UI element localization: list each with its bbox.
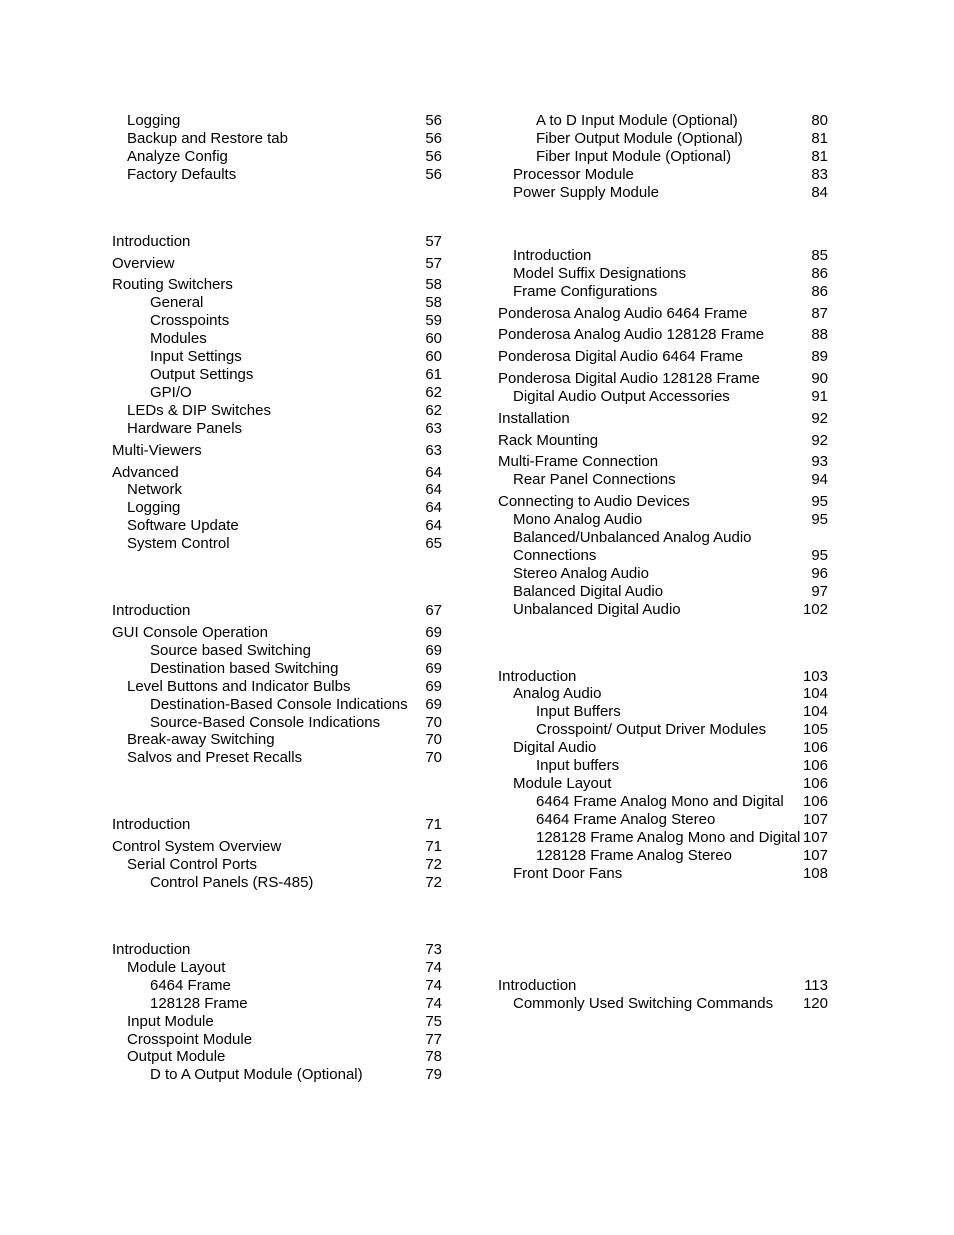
toc-entry-page: 89 [811,348,828,365]
toc-entry-title: Multi-Viewers [112,442,202,459]
toc-entry-title: 6464 Frame Analog Stereo [536,811,716,828]
toc-entry-title: 6464 Frame [150,977,231,994]
toc-entry[interactable] [536,793,828,811]
toc-entry[interactable] [513,529,828,547]
toc-entry[interactable] [536,721,828,739]
toc-entry-title: Factory Defaults [127,166,237,183]
toc-entry-title: Rack Mounting [498,432,599,449]
toc-entry-page: 64 [425,499,442,516]
toc-entry-title: Crosspoint/ Output Driver Modules [536,721,767,738]
toc-entry-title: Module Layout [513,775,612,792]
toc-entry[interactable] [513,995,828,1013]
toc-entry[interactable] [536,811,828,829]
toc-entry-title: D to A Output Module (Optional) [150,1066,363,1083]
toc-entry-page: 81 [811,130,828,147]
toc-entry-title: LEDs & DIP Switches [127,402,271,419]
toc-entry-page: 69 [425,660,442,677]
toc-entry-title: Backup and Restore tab [127,130,288,147]
toc-entry[interactable] [498,348,828,366]
toc-entry-title: Software Update [127,517,239,534]
toc-entry-page: 69 [425,642,442,659]
toc-entry-page: 75 [425,1013,442,1030]
toc-entry-page: 73 [425,941,442,958]
toc-entry-page: 71 [425,838,442,855]
toc-entry-page: 70 [425,714,442,731]
toc-entry-page: 88 [811,326,828,343]
toc-entry[interactable] [513,739,828,757]
toc-entry-title: Control System Overview [112,838,282,855]
toc-entry-title: Modules [150,330,207,347]
toc-entry[interactable] [513,166,828,184]
toc-entry-title: Source-Based Console Indications [150,714,381,731]
toc-entry[interactable] [513,547,828,565]
toc-entry-title: Processor Module [513,166,634,183]
toc-entry-page: 92 [811,432,828,449]
toc-entry-title: Source based Switching [150,642,311,659]
toc-entry-title: GPI/O [150,384,192,401]
toc-entry-title: Analyze Config [127,148,228,165]
toc-entry-title: Connecting to Audio Devices [498,493,690,510]
toc-entry[interactable] [513,283,828,301]
toc-entry-title: 128128 Frame [150,995,248,1012]
toc-entry-page: 60 [425,348,442,365]
toc-entry-title: Ponderosa Analog Audio 128128 Frame [498,326,765,343]
toc-entry-page: 120 [802,995,828,1012]
toc-entry-title: Network [127,481,183,498]
toc-entry-page: 106 [802,739,828,756]
toc-entry-title: Crosspoint Module [127,1031,253,1048]
toc-entry-page: 72 [425,856,442,873]
toc-entry-page: 95 [811,547,828,564]
toc-entry[interactable] [513,685,828,703]
toc-entry[interactable] [498,370,828,388]
toc-entry-page: 65 [425,535,442,552]
toc-entry-title: Crosspoints [150,312,230,329]
toc-entry-page: 102 [802,601,828,618]
toc-entry-page: 56 [425,112,442,129]
toc-entry[interactable] [536,130,828,148]
toc-entry-title: Digital Audio Output Accessories [513,388,730,405]
toc-entry-title: Input Settings [150,348,242,365]
toc-entry-title: Introduction [498,668,577,685]
toc-entry-title: Ponderosa Analog Audio 6464 Frame [498,305,748,322]
toc-entry-page: 58 [425,294,442,311]
toc-entry-title: A to D Input Module (Optional) [536,112,738,129]
toc-entry-title: Control Panels (RS-485) [150,874,314,891]
toc-entry-page: 71 [425,816,442,833]
toc-entry-page: 78 [425,1048,442,1065]
toc-entry-title: Logging [127,499,181,516]
toc-entry-title: Digital Audio [513,739,597,756]
toc-entry-title: Ponderosa Digital Audio 128128 Frame [498,370,760,387]
toc-entry-title: GUI Console Operation [112,624,268,641]
toc-entry-title: Connections [513,547,597,564]
toc-entry-page: 107 [802,847,828,864]
toc-entry[interactable] [513,511,828,529]
toc-entry[interactable] [513,247,828,265]
toc-entry-page: 106 [802,757,828,774]
toc-entry-title: Input buffers [536,757,620,774]
toc-entry-page: 64 [425,517,442,534]
toc-entry[interactable] [513,601,828,619]
toc-entry-title: 128128 Frame Analog Stereo [536,847,732,864]
toc-entry-title: Routing Switchers [112,276,233,293]
toc-entry-title: Model Suffix Designations [513,265,687,282]
toc-entry-page: 61 [425,366,442,383]
toc-entry-page: 62 [425,384,442,401]
toc-entry[interactable] [513,583,828,601]
toc-entry-title: Introduction [513,247,592,264]
toc-entry-title: Input Module [127,1013,214,1030]
toc-entry-title: Installation [498,410,570,427]
toc-entry[interactable] [498,493,828,511]
toc-entry-title: Module Layout [127,959,226,976]
toc-entry-page: 92 [811,410,828,427]
toc-entry[interactable] [498,668,828,686]
toc-entry-title: Output Module [127,1048,226,1065]
toc-entry[interactable] [536,757,828,775]
toc-entry-page: 74 [425,995,442,1012]
toc-entry-page: 107 [802,829,828,846]
toc-entry-page: 57 [425,255,442,272]
toc-entry-page: 70 [425,749,442,766]
toc-entry-title: Introduction [498,977,577,994]
toc-entry-page: 79 [425,1066,442,1083]
toc-entry[interactable] [498,977,828,995]
toc-entry-page: 69 [425,696,442,713]
toc-entry-page: 96 [811,565,828,582]
toc-entry-title: Balanced/Unbalanced Analog Audio [513,529,752,546]
toc-entry-page: 84 [811,184,828,201]
toc-entry-page: 74 [425,959,442,976]
toc-entry-page: 90 [811,370,828,387]
toc-entry-page: 60 [425,330,442,347]
toc-entry-page: 63 [425,420,442,437]
toc-entry-page: 67 [425,602,442,619]
toc-entry[interactable] [536,829,828,847]
toc-entry-page: 56 [425,148,442,165]
toc-entry-page: 85 [811,247,828,264]
toc-entry-title: Hardware Panels [127,420,243,437]
toc-entry-title: Level Buttons and Indicator Bulbs [127,678,351,695]
toc-entry-page: 97 [811,583,828,600]
toc-entry-title: Rear Panel Connections [513,471,676,488]
toc-entry-title: Ponderosa Digital Audio 6464 Frame [498,348,744,365]
toc-entry-page: 56 [425,130,442,147]
toc-entry[interactable] [536,847,828,865]
toc-entry[interactable] [536,112,828,130]
toc-entry[interactable] [536,148,828,166]
toc-entry-page: 95 [811,511,828,528]
toc-entry-title: Destination-Based Console Indications [150,696,408,713]
toc-entry[interactable] [498,305,828,323]
toc-entry[interactable] [513,775,828,793]
toc-entry-page: 59 [425,312,442,329]
toc-entry-title: Commonly Used Switching Commands [513,995,774,1012]
toc-entry-page: 80 [811,112,828,129]
toc-entry-title: Salvos and Preset Recalls [127,749,303,766]
toc-entry-title: System Control [127,535,230,552]
toc-entry-title: Overview [112,255,175,272]
toc-entry-page: 91 [811,388,828,405]
toc-entry[interactable] [513,565,828,583]
toc-entry[interactable] [498,326,828,344]
toc-entry-page: 87 [811,305,828,322]
toc-entry-title: 6464 Frame Analog Mono and Digital [536,793,784,810]
toc-entry-title: Advanced [112,464,179,481]
toc-entry-page: 57 [425,233,442,250]
toc-entry[interactable] [513,184,828,202]
toc-entry-title: Front Door Fans [513,865,623,882]
toc-entry-title: Balanced Digital Audio [513,583,664,600]
toc-entry-page: 69 [425,678,442,695]
toc-entry-title: Logging [127,112,181,129]
toc-entry[interactable] [498,453,828,471]
toc-entry-title: Stereo Analog Audio [513,565,649,582]
toc-entry-title: Introduction [112,233,191,250]
toc-entry-page: 113 [804,977,828,994]
toc-entry-page: 86 [811,283,828,300]
toc-entry-page: 104 [802,703,828,720]
toc-entry-title: Introduction [112,602,191,619]
toc-entry-title: Serial Control Ports [127,856,258,873]
toc-entry[interactable] [498,410,828,428]
toc-entry-page: 108 [802,865,828,882]
toc-entry-title: Output Settings [150,366,254,383]
toc-entry-title: Power Supply Module [513,184,659,201]
toc-entry-page: 74 [425,977,442,994]
toc-entry-title: Break-away Switching [127,731,275,748]
toc-entry-title: Introduction [112,941,191,958]
toc-entry[interactable] [498,432,828,450]
toc-entry-title: General [150,294,204,311]
toc-entry-page: 107 [802,811,828,828]
toc-entry-title: Introduction [112,816,191,833]
toc-entry-page: 103 [802,668,828,685]
toc-entry-title: Frame Configurations [513,283,658,300]
toc-entry-page: 69 [425,624,442,641]
toc-entry[interactable] [513,865,828,883]
toc-entry-page: 70 [425,731,442,748]
toc-entry-page: 64 [425,481,442,498]
toc-entry-page: 77 [425,1031,442,1048]
toc-entry-title: Input Buffers [536,703,621,720]
toc-entry-page: 72 [425,874,442,891]
toc-entry-page: 104 [802,685,828,702]
toc-entry-page: 106 [802,793,828,810]
toc-entry-page: 62 [425,402,442,419]
toc-entry-title: Analog Audio [513,685,602,702]
toc-entry-page: 93 [811,453,828,470]
toc-entry-page: 63 [425,442,442,459]
toc-entry-page: 56 [425,166,442,183]
toc-entry-title: Fiber Input Module (Optional) [536,148,732,165]
toc-entry-page: 94 [811,471,828,488]
toc-entry[interactable] [536,703,828,721]
toc-entry-title: Mono Analog Audio [513,511,643,528]
toc-entry-title: 128128 Frame Analog Mono and Digital [536,829,801,846]
toc-entry[interactable] [513,265,828,283]
toc-entry-page: 95 [811,493,828,510]
toc-entry-page: 58 [425,276,442,293]
toc-entry-page: 106 [802,775,828,792]
toc-entry-title: Destination based Switching [150,660,339,677]
toc-entry-page: 83 [811,166,828,183]
toc-entry[interactable] [513,471,828,489]
toc-entry-title: Unbalanced Digital Audio [513,601,681,618]
toc-entry[interactable] [513,388,828,406]
toc-entry-page: 81 [811,148,828,165]
toc-entry-page: 64 [425,464,442,481]
toc-entry-title: Multi-Frame Connection [498,453,659,470]
toc-entry-page: 86 [811,265,828,282]
toc-entry-page: 105 [802,721,828,738]
toc-entry-title: Fiber Output Module (Optional) [536,130,743,147]
